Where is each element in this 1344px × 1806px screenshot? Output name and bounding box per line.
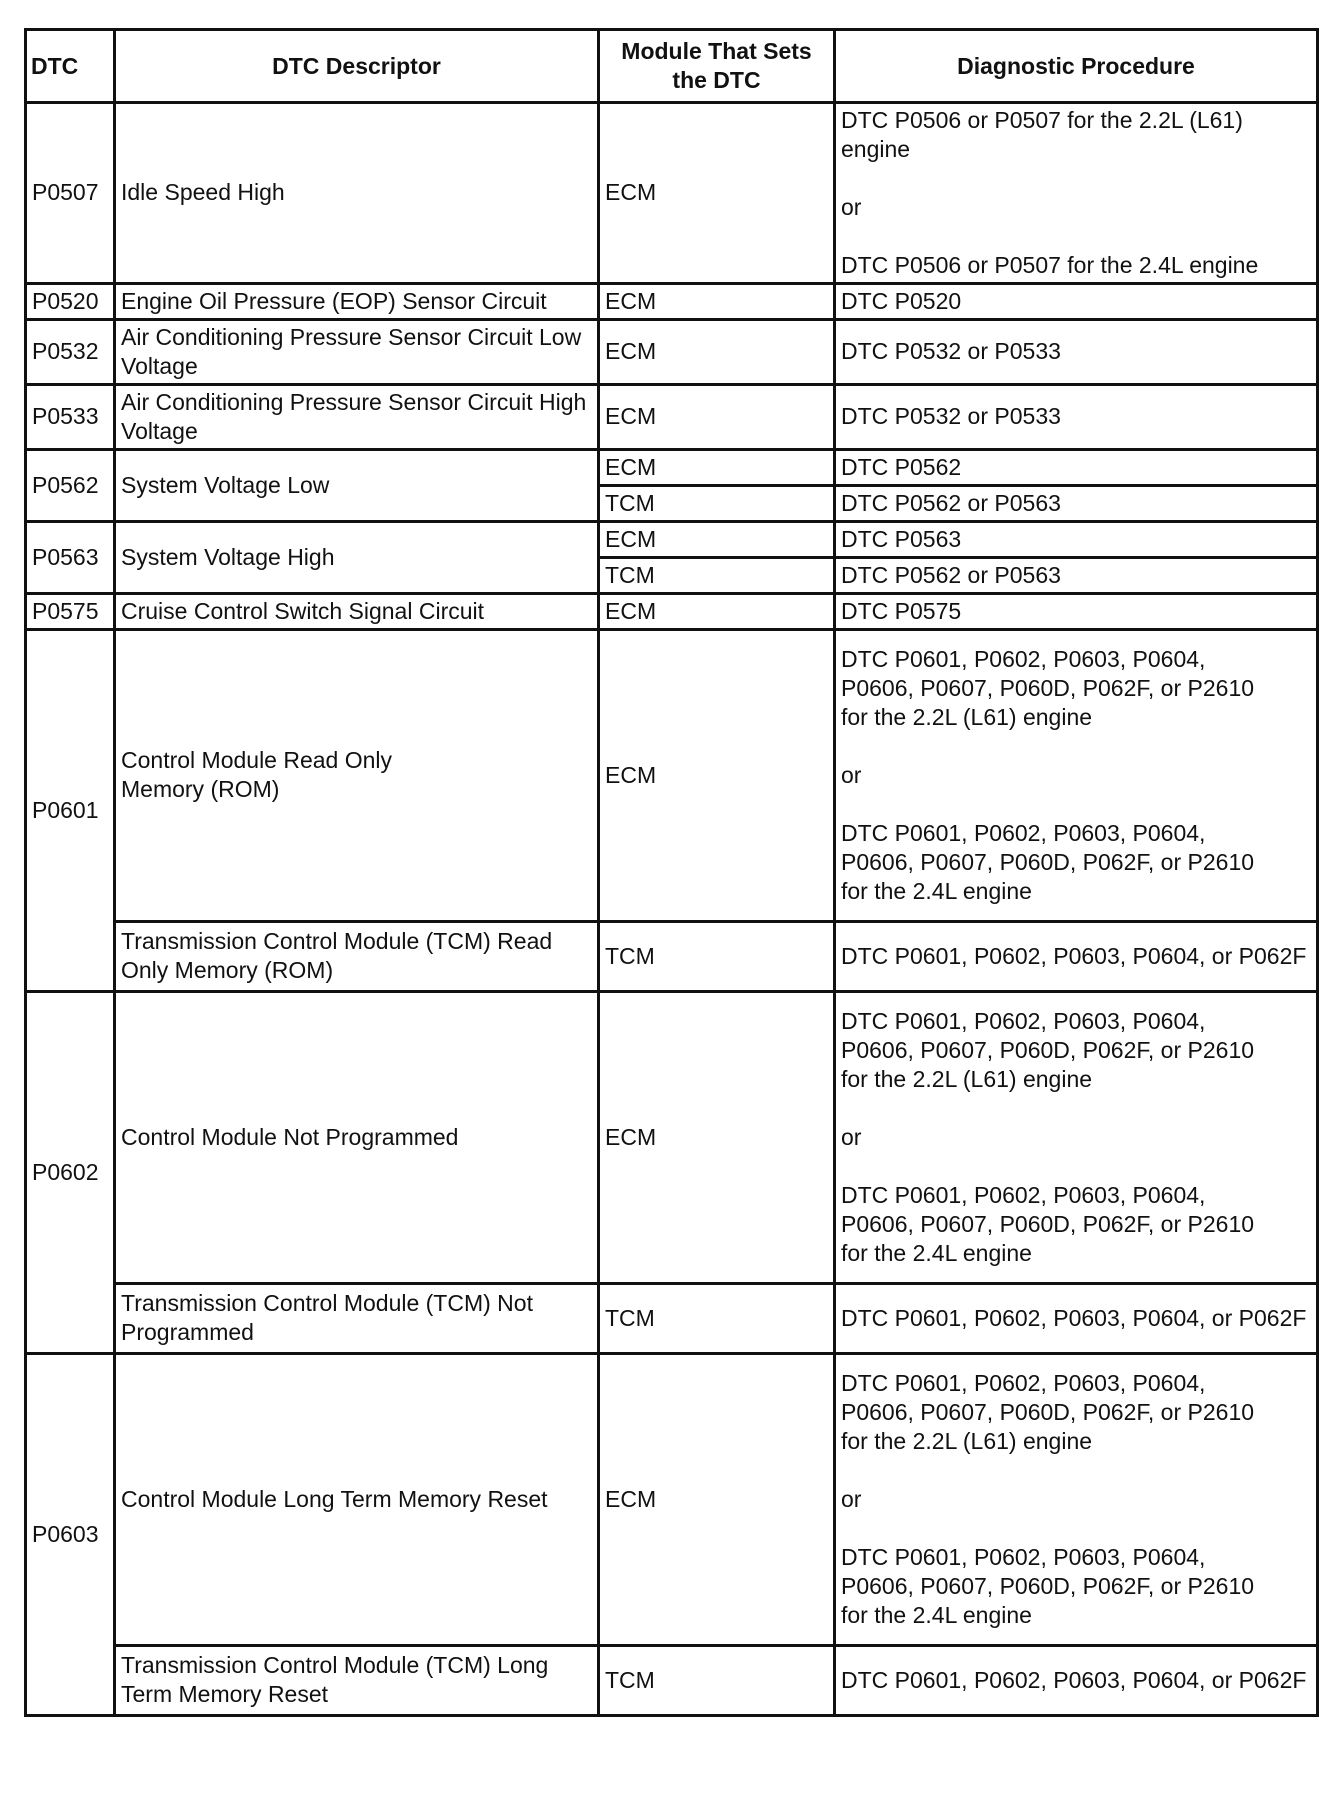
module-name: ECM — [599, 319, 835, 384]
module-name: ECM — [599, 521, 835, 557]
module-name: ECM — [599, 991, 835, 1283]
table-row — [26, 521, 1318, 557]
dtc-code: P0601 — [26, 629, 115, 991]
dtc-table — [24, 28, 1319, 1717]
module-name: ECM — [599, 593, 835, 629]
header-descriptor: DTC Descriptor — [115, 30, 599, 103]
diagnostic-procedure: DTC P0520 — [835, 283, 1318, 319]
dtc-descriptor: Transmission Control Module (TCM) Not Programmed — [115, 1283, 599, 1353]
header-dtc: DTC — [26, 30, 115, 103]
module-name: ECM — [599, 1353, 835, 1645]
diagnostic-procedure: DTC P0601, P0602, P0603, P0604, or P062F — [835, 1283, 1318, 1353]
dtc-code: P0603 — [26, 1353, 115, 1715]
module-name: ECM — [599, 629, 835, 921]
table-header-row — [26, 30, 1318, 103]
header-module: Module That Sets the DTC — [599, 30, 835, 103]
module-name: ECM — [599, 103, 835, 284]
table-row — [26, 1283, 1318, 1353]
table-row — [26, 103, 1318, 284]
module-name: TCM — [599, 1645, 835, 1715]
table-row — [26, 991, 1318, 1283]
dtc-descriptor: Engine Oil Pressure (EOP) Sensor Circuit — [115, 283, 599, 319]
diagnostic-procedure: DTC P0562 or P0563 — [835, 557, 1318, 593]
dtc-code: P0533 — [26, 384, 115, 449]
diagnostic-procedure: DTC P0532 or P0533 — [835, 384, 1318, 449]
module-name: TCM — [599, 921, 835, 991]
diagnostic-procedure: DTC P0562 or P0563 — [835, 485, 1318, 521]
diagnostic-procedure: DTC P0506 or P0507 for the 2.2L (L61) engine or DTC P0506 or P0507 for the 2.4L engine — [835, 103, 1318, 284]
diagnostic-procedure: DTC P0563 — [835, 521, 1318, 557]
table-row — [26, 283, 1318, 319]
header-procedure: Diagnostic Procedure — [835, 30, 1318, 103]
module-name: TCM — [599, 557, 835, 593]
table-row — [26, 449, 1318, 485]
dtc-descriptor: Cruise Control Switch Signal Circuit — [115, 593, 599, 629]
diagnostic-procedure: DTC P0562 — [835, 449, 1318, 485]
dtc-descriptor: System Voltage High — [115, 521, 599, 593]
dtc-descriptor: Idle Speed High — [115, 103, 599, 284]
module-name: TCM — [599, 1283, 835, 1353]
dtc-code: P0602 — [26, 991, 115, 1353]
dtc-code: P0563 — [26, 521, 115, 593]
dtc-descriptor: System Voltage Low — [115, 449, 599, 521]
dtc-code: P0575 — [26, 593, 115, 629]
table-row — [26, 319, 1318, 384]
dtc-descriptor: Air Conditioning Pressure Sensor Circuit Low Voltage — [115, 319, 599, 384]
dtc-code: P0532 — [26, 319, 115, 384]
diagnostic-procedure: DTC P0575 — [835, 593, 1318, 629]
dtc-descriptor: Control Module Read Only Memory (ROM) — [115, 629, 599, 921]
dtc-code: P0562 — [26, 449, 115, 521]
dtc-descriptor: Air Conditioning Pressure Sensor Circuit High Voltage — [115, 384, 599, 449]
table-row — [26, 629, 1318, 921]
dtc-descriptor: Control Module Long Term Memory Reset — [115, 1353, 599, 1645]
diagnostic-procedure: DTC P0601, P0602, P0603, P0604, P0606, P0607, P060D, P062F, or P2610 for the 2.2L (L61) engine or DTC P0601, P0602, P0603, P0604, P0606, P0607, P060D, P062F, or P2610 for the 2.4L engine — [835, 1353, 1318, 1645]
module-name: ECM — [599, 384, 835, 449]
table-row — [26, 921, 1318, 991]
diagnostic-procedure: DTC P0601, P0602, P0603, P0604, P0606, P0607, P060D, P062F, or P2610 for the 2.2L (L61) engine or DTC P0601, P0602, P0603, P0604, P0606, P0607, P060D, P062F, or P2610 for the 2.4L engine — [835, 629, 1318, 921]
dtc-descriptor: Transmission Control Module (TCM) Read Only Memory (ROM) — [115, 921, 599, 991]
dtc-descriptor: Transmission Control Module (TCM) Long Term Memory Reset — [115, 1645, 599, 1715]
diagnostic-procedure: DTC P0601, P0602, P0603, P0604, or P062F — [835, 1645, 1318, 1715]
dtc-descriptor: Control Module Not Programmed — [115, 991, 599, 1283]
table-row — [26, 593, 1318, 629]
dtc-code: P0520 — [26, 283, 115, 319]
table-row — [26, 1353, 1318, 1645]
diagnostic-procedure: DTC P0532 or P0533 — [835, 319, 1318, 384]
diagnostic-procedure: DTC P0601, P0602, P0603, P0604, P0606, P0607, P060D, P062F, or P2610 for the 2.2L (L61) engine or DTC P0601, P0602, P0603, P0604, P0606, P0607, P060D, P062F, or P2610 for the 2.4L engine — [835, 991, 1318, 1283]
table-row — [26, 384, 1318, 449]
module-name: ECM — [599, 283, 835, 319]
module-name: ECM — [599, 449, 835, 485]
table-row — [26, 1645, 1318, 1715]
diagnostic-procedure: DTC P0601, P0602, P0603, P0604, or P062F — [835, 921, 1318, 991]
module-name: TCM — [599, 485, 835, 521]
dtc-code: P0507 — [26, 103, 115, 284]
